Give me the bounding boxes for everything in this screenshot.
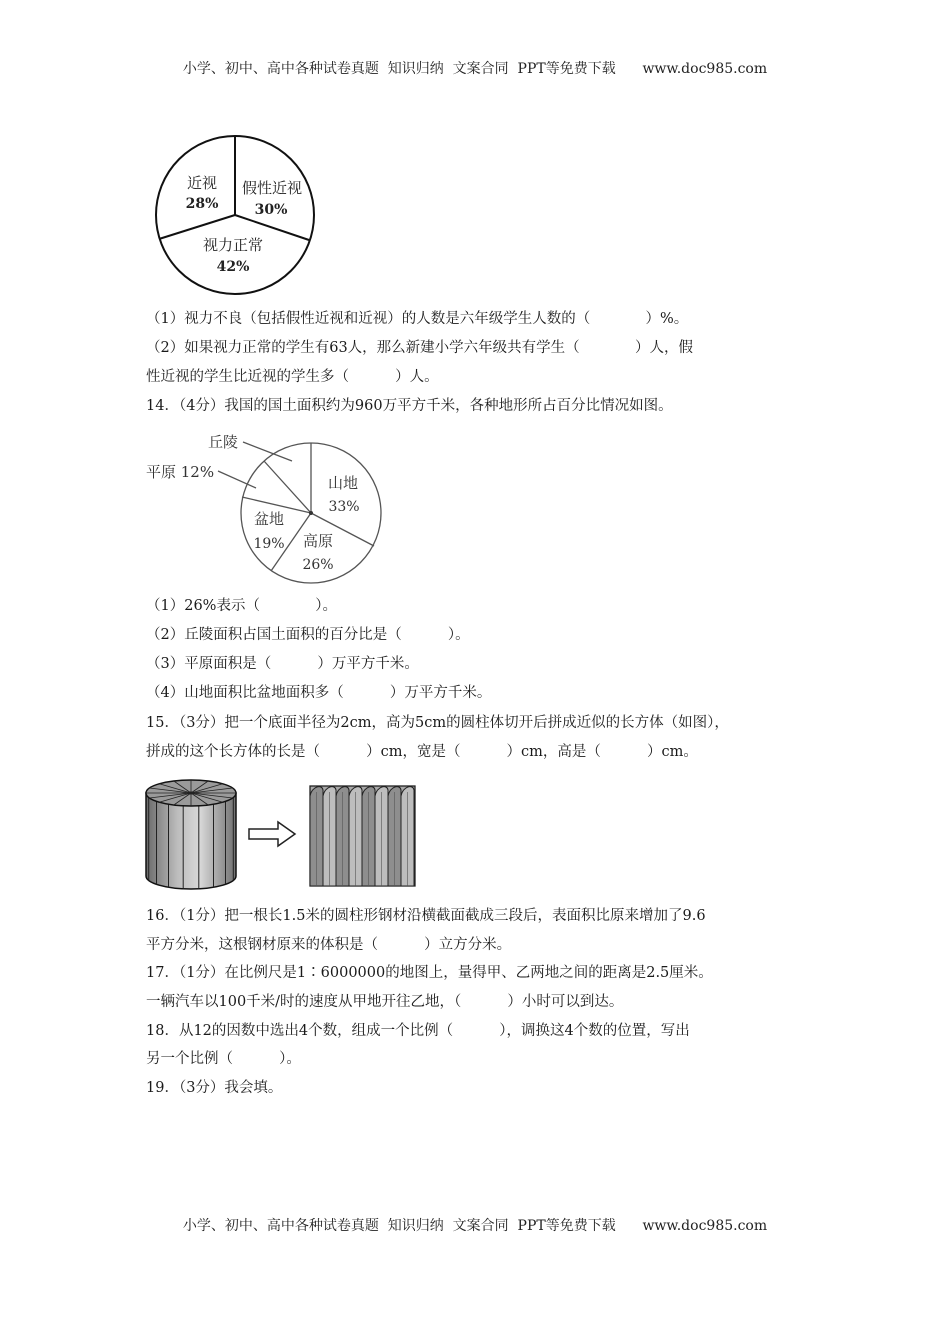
pie-slice-value-mountain: 33% [328,499,360,515]
q17-line1: 17．（1分）在比例尺是1∶6000000的地图上，量得甲、乙两地之间的距离是2.5厘米。 [146,965,713,981]
pie-slice-value-pseudo-myopia: 30% [254,202,288,218]
q14-part1: （1）26%表示（ ）。 [146,598,338,614]
q14-title: 14．（4分）我国的国土面积约为960万平方千米，各种地形所占百分比情况如图。 [146,398,673,414]
q13-part1: （1）视力不良（包括假性近视和近视）的人数是六年级学生人数的（ ）%。 [146,311,689,327]
q19-line1: 19．（3分）我会填。 [146,1080,283,1096]
callout-label-hills: 丘陵 [208,433,239,451]
pie-slice-value-plateau: 26% [302,557,334,573]
approx-cuboid [310,786,415,886]
q16-line2: 平方分米，这根钢材原来的体积是（ ）立方分米。 [146,937,512,953]
q13-part2-line2: 性近视的学生比近视的学生多（ ）人。 [146,369,439,385]
arrow [249,822,295,846]
pie-slice-label-pseudo-myopia: 假性近视 [241,179,303,197]
q17-line2: 一辆汽车以100千米/时的速度从甲地开往乙地，（ ）小时可以到达。 [146,994,624,1010]
page-header: 小学、初中、高中各种试卷真题 知识归纳 文案合同 PPT等免费下载 www.doc985.com [182,61,768,77]
page-footer: 小学、初中、高中各种试卷真题 知识归纳 文案合同 PPT等免费下载 www.doc985.com [182,1218,768,1234]
vision-pie-chart [0,0,950,310]
pie-slice-label-myopia: 近视 [186,174,218,192]
terrain-pie-center [309,511,313,515]
q14-part2: （2）丘陵面积占国土面积的百分比是（ ）。 [146,627,470,643]
sliced-cylinder [146,780,236,889]
q18-line1: 18．从12的因数中选出4个数，组成一个比例（ ），调换这4个数的位置，写出 [146,1023,690,1039]
q15-line1: 15．（3分）把一个底面半径为2cm，高为5cm的圆柱体切开后拼成近似的长方体（如图）， [146,715,729,731]
q18-line2: 另一个比例（ ）。 [146,1051,301,1067]
q13-part2-line1: （2）如果视力正常的学生有63人，那么新建小学六年级共有学生（ ）人，假 [146,340,693,356]
pie-slice-label-normal: 视力正常 [202,236,264,254]
pie-slice-label-basin: 盆地 [253,510,285,528]
callout-label-plain: 平原 12% [146,463,215,481]
q14-part3: （3）平原面积是（ ）万平方千米。 [146,656,419,672]
pie-slice-value-normal: 42% [216,259,250,275]
q16-line1: 16．（1分）把一根长1.5米的圆柱形钢材沿横截面截成三段后，表面积比原来增加了9.6 [146,908,706,924]
pie-slice-value-basin: 19% [253,536,285,552]
q14-part4: （4）山地面积比盆地面积多（ ）万平方千米。 [146,685,492,701]
terrain-pie-chart [0,420,950,620]
pie-slice-label-plateau: 高原 [302,532,334,550]
pie-slice-label-mountain: 山地 [327,474,359,492]
q15-line2: 拼成的这个长方体的长是（ ）cm，宽是（ ）cm，高是（ ）cm。 [146,744,698,760]
pie-slice-value-myopia: 28% [185,196,219,212]
cylinder-to-cuboid-figure [0,765,950,895]
